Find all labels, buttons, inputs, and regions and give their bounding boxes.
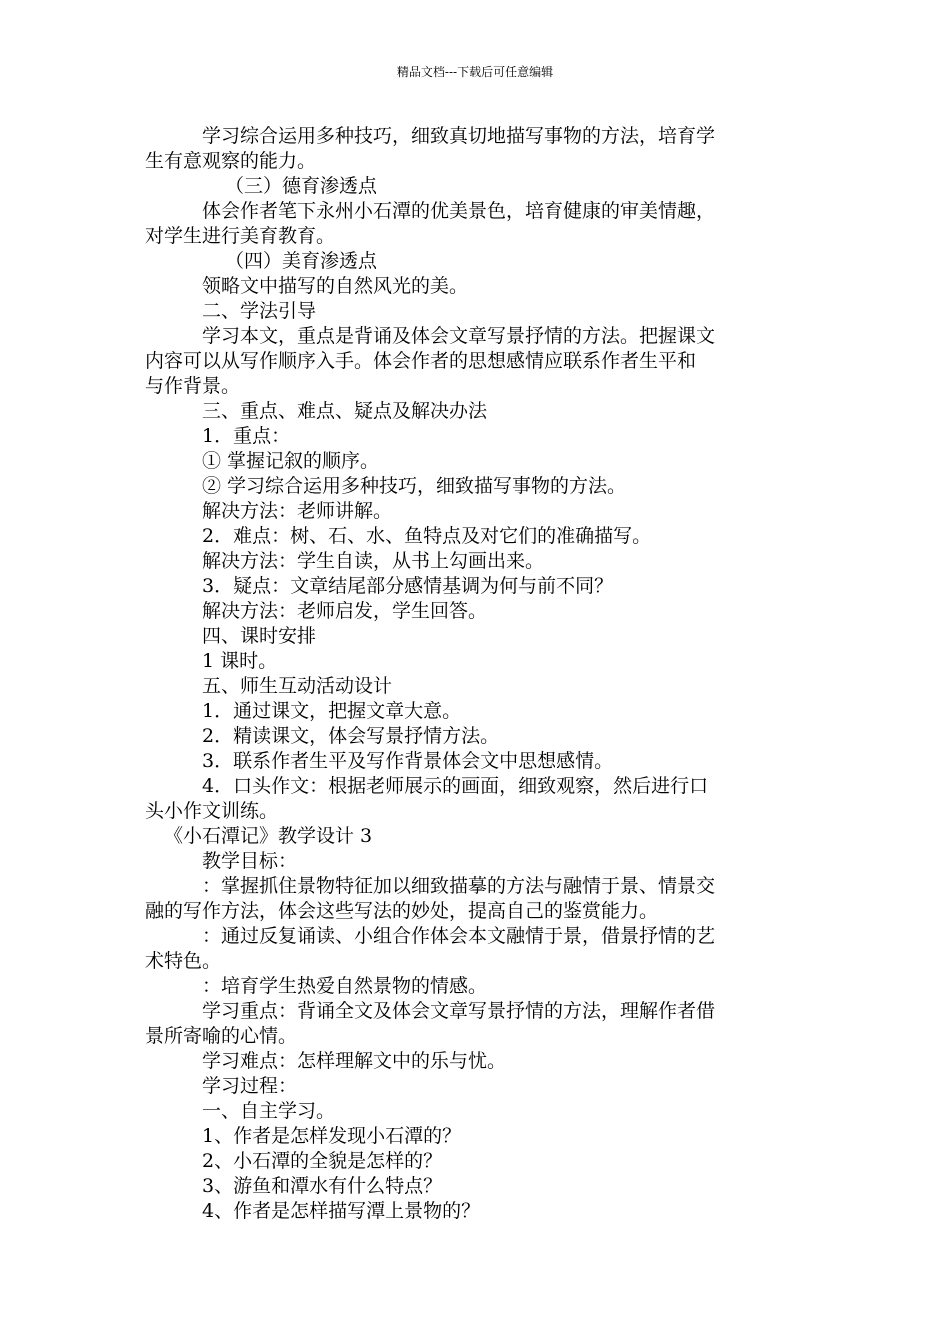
paragraph-line: ：培育学生热爱自然景物的情感。: [202, 975, 488, 997]
paragraph-line: 学习重点：背诵全文及体会文章写景抒情的方法，理解作者借: [202, 1000, 716, 1022]
section-heading: 一、自主学习。: [202, 1100, 336, 1122]
list-item: 解决方法：老师讲解。: [202, 500, 393, 522]
paragraph-line: 学习综合运用多种技巧，细致真切地描写事物的方法，培育学: [202, 125, 716, 147]
paragraph-line: 生有意观察的能力。: [145, 150, 317, 172]
document-body: [145, 124, 807, 1224]
list-item: ① 掌握记叙的顺序。: [202, 450, 380, 472]
list-item: 4、作者是怎样描写潭上景物的？: [202, 1200, 481, 1222]
section-heading: 三、重点、难点、疑点及解决办法: [202, 400, 488, 422]
list-item: 头小作文训练。: [145, 800, 279, 822]
paragraph-line: 学习本文，重点是背诵及体会文章写景抒情的方法。把握课文: [202, 325, 716, 347]
paragraph-line: 对学生进行美育教育。: [145, 225, 336, 247]
paragraph-line: 术特色。: [145, 950, 222, 972]
list-item: 3、游鱼和潭水有什么特点？: [202, 1175, 443, 1197]
list-item: 2．精读课文，体会写景抒情方法。: [202, 725, 500, 747]
paragraph-line: ：掌握抓住景物特征加以细致描摹的方法与融情于景、情景交: [202, 875, 716, 897]
paragraph-line: 内容可以从写作顺序入手。体会作者的思想感情应联系作者生平和: [145, 350, 697, 372]
paragraph-line: 学习难点：怎样理解文中的乐与忧。: [202, 1050, 507, 1072]
list-item: 4．口头作文：根据老师展示的画面，细致观察，然后进行口: [202, 775, 709, 797]
section-heading: 教学目标：: [202, 850, 298, 872]
document-title: 《小石潭记》教学设计 3: [164, 825, 373, 847]
section-heading: 五、师生互动活动设计: [202, 675, 393, 697]
section-heading: （三）德育渗透点: [225, 175, 378, 197]
section-heading: 四、课时安排: [202, 625, 317, 647]
list-item: 3．疑点：文章结尾部分感情基调为何与前不同？: [202, 575, 614, 597]
paragraph-line: ：通过反复诵读、小组合作体会本文融情于景，借景抒情的艺: [202, 925, 716, 947]
list-item: 1．重点：: [202, 425, 291, 447]
list-item: 1、作者是怎样发现小石潭的？: [202, 1125, 462, 1147]
list-item: 2、小石潭的全貌是怎样的？: [202, 1150, 443, 1172]
section-heading: （四）美育渗透点: [225, 250, 378, 272]
paragraph-line: 与作背景。: [145, 375, 241, 397]
list-item: 解决方法：学生自读，从书上勾画出来。: [202, 550, 545, 572]
paragraph-line: 融的写作方法，体会这些写法的妙处，提高自己的鉴赏能力。: [145, 900, 659, 922]
paragraph-line: 领略文中描写的自然风光的美。: [202, 275, 469, 297]
list-item: 1．通过课文，把握文章大意。: [202, 700, 462, 722]
list-item: 3．联系作者生平及写作背景体会文中思想感情。: [202, 750, 614, 772]
section-heading: 二、学法引导: [202, 300, 317, 322]
list-item: 2．难点：树、石、水、鱼特点及对它们的准确描写。: [202, 525, 652, 547]
list-item: 解决方法：老师启发，学生回答。: [202, 600, 488, 622]
paragraph-line: 景所寄喻的心情。: [145, 1025, 298, 1047]
page-header: 精品文档---下载后可任意编辑: [396, 65, 554, 79]
list-item: ② 学习综合运用多种技巧，细致描写事物的方法。: [202, 475, 627, 497]
paragraph-line: 体会作者笔下永州小石潭的优美景色，培育健康的审美情趣，: [202, 200, 716, 222]
paragraph-line: 1 课时。: [202, 650, 278, 672]
section-heading: 学习过程：: [202, 1075, 298, 1097]
